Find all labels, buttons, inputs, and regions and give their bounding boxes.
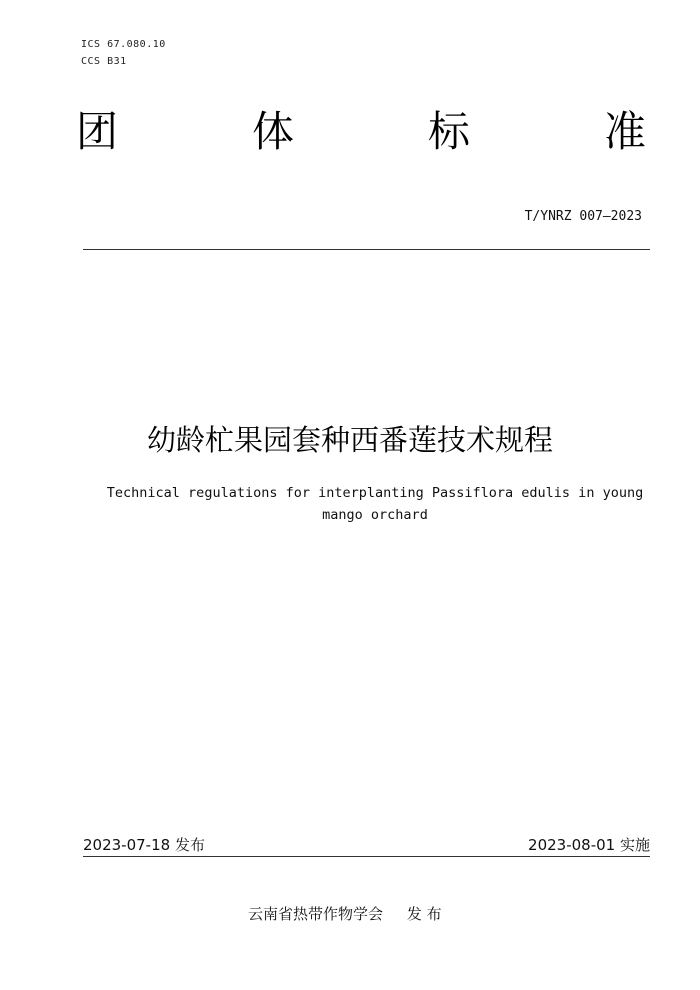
standard-type-char: 团 <box>76 107 119 156</box>
standard-type-char: 体 <box>251 107 294 156</box>
ccs-code: CCS B31 <box>81 56 127 67</box>
implement-date: 2023-08-01 实施 <box>528 836 650 854</box>
standard-type-char: 标 <box>427 107 470 156</box>
document-title-en <box>95 482 655 526</box>
footer-divider <box>83 856 650 857</box>
title-en-line: mango orchard <box>322 507 428 523</box>
standard-type-char: 准 <box>603 107 646 156</box>
publisher: 云南省热带作物学会 发 布 <box>248 905 442 923</box>
document-title-zh: 幼龄杧果园套种西番莲技术规程 <box>146 423 553 457</box>
title-en-line: Technical regulations for interplanting Passiflora edulis in young <box>106 485 644 501</box>
release-date: 2023-07-18 发布 <box>83 836 205 854</box>
header-divider <box>83 249 650 250</box>
ics-code: ICS 67.080.10 <box>81 39 166 50</box>
standard-type-heading <box>76 104 646 160</box>
standard-number: T/YNRZ 007—2023 <box>524 209 642 224</box>
classification-codes <box>81 36 166 70</box>
